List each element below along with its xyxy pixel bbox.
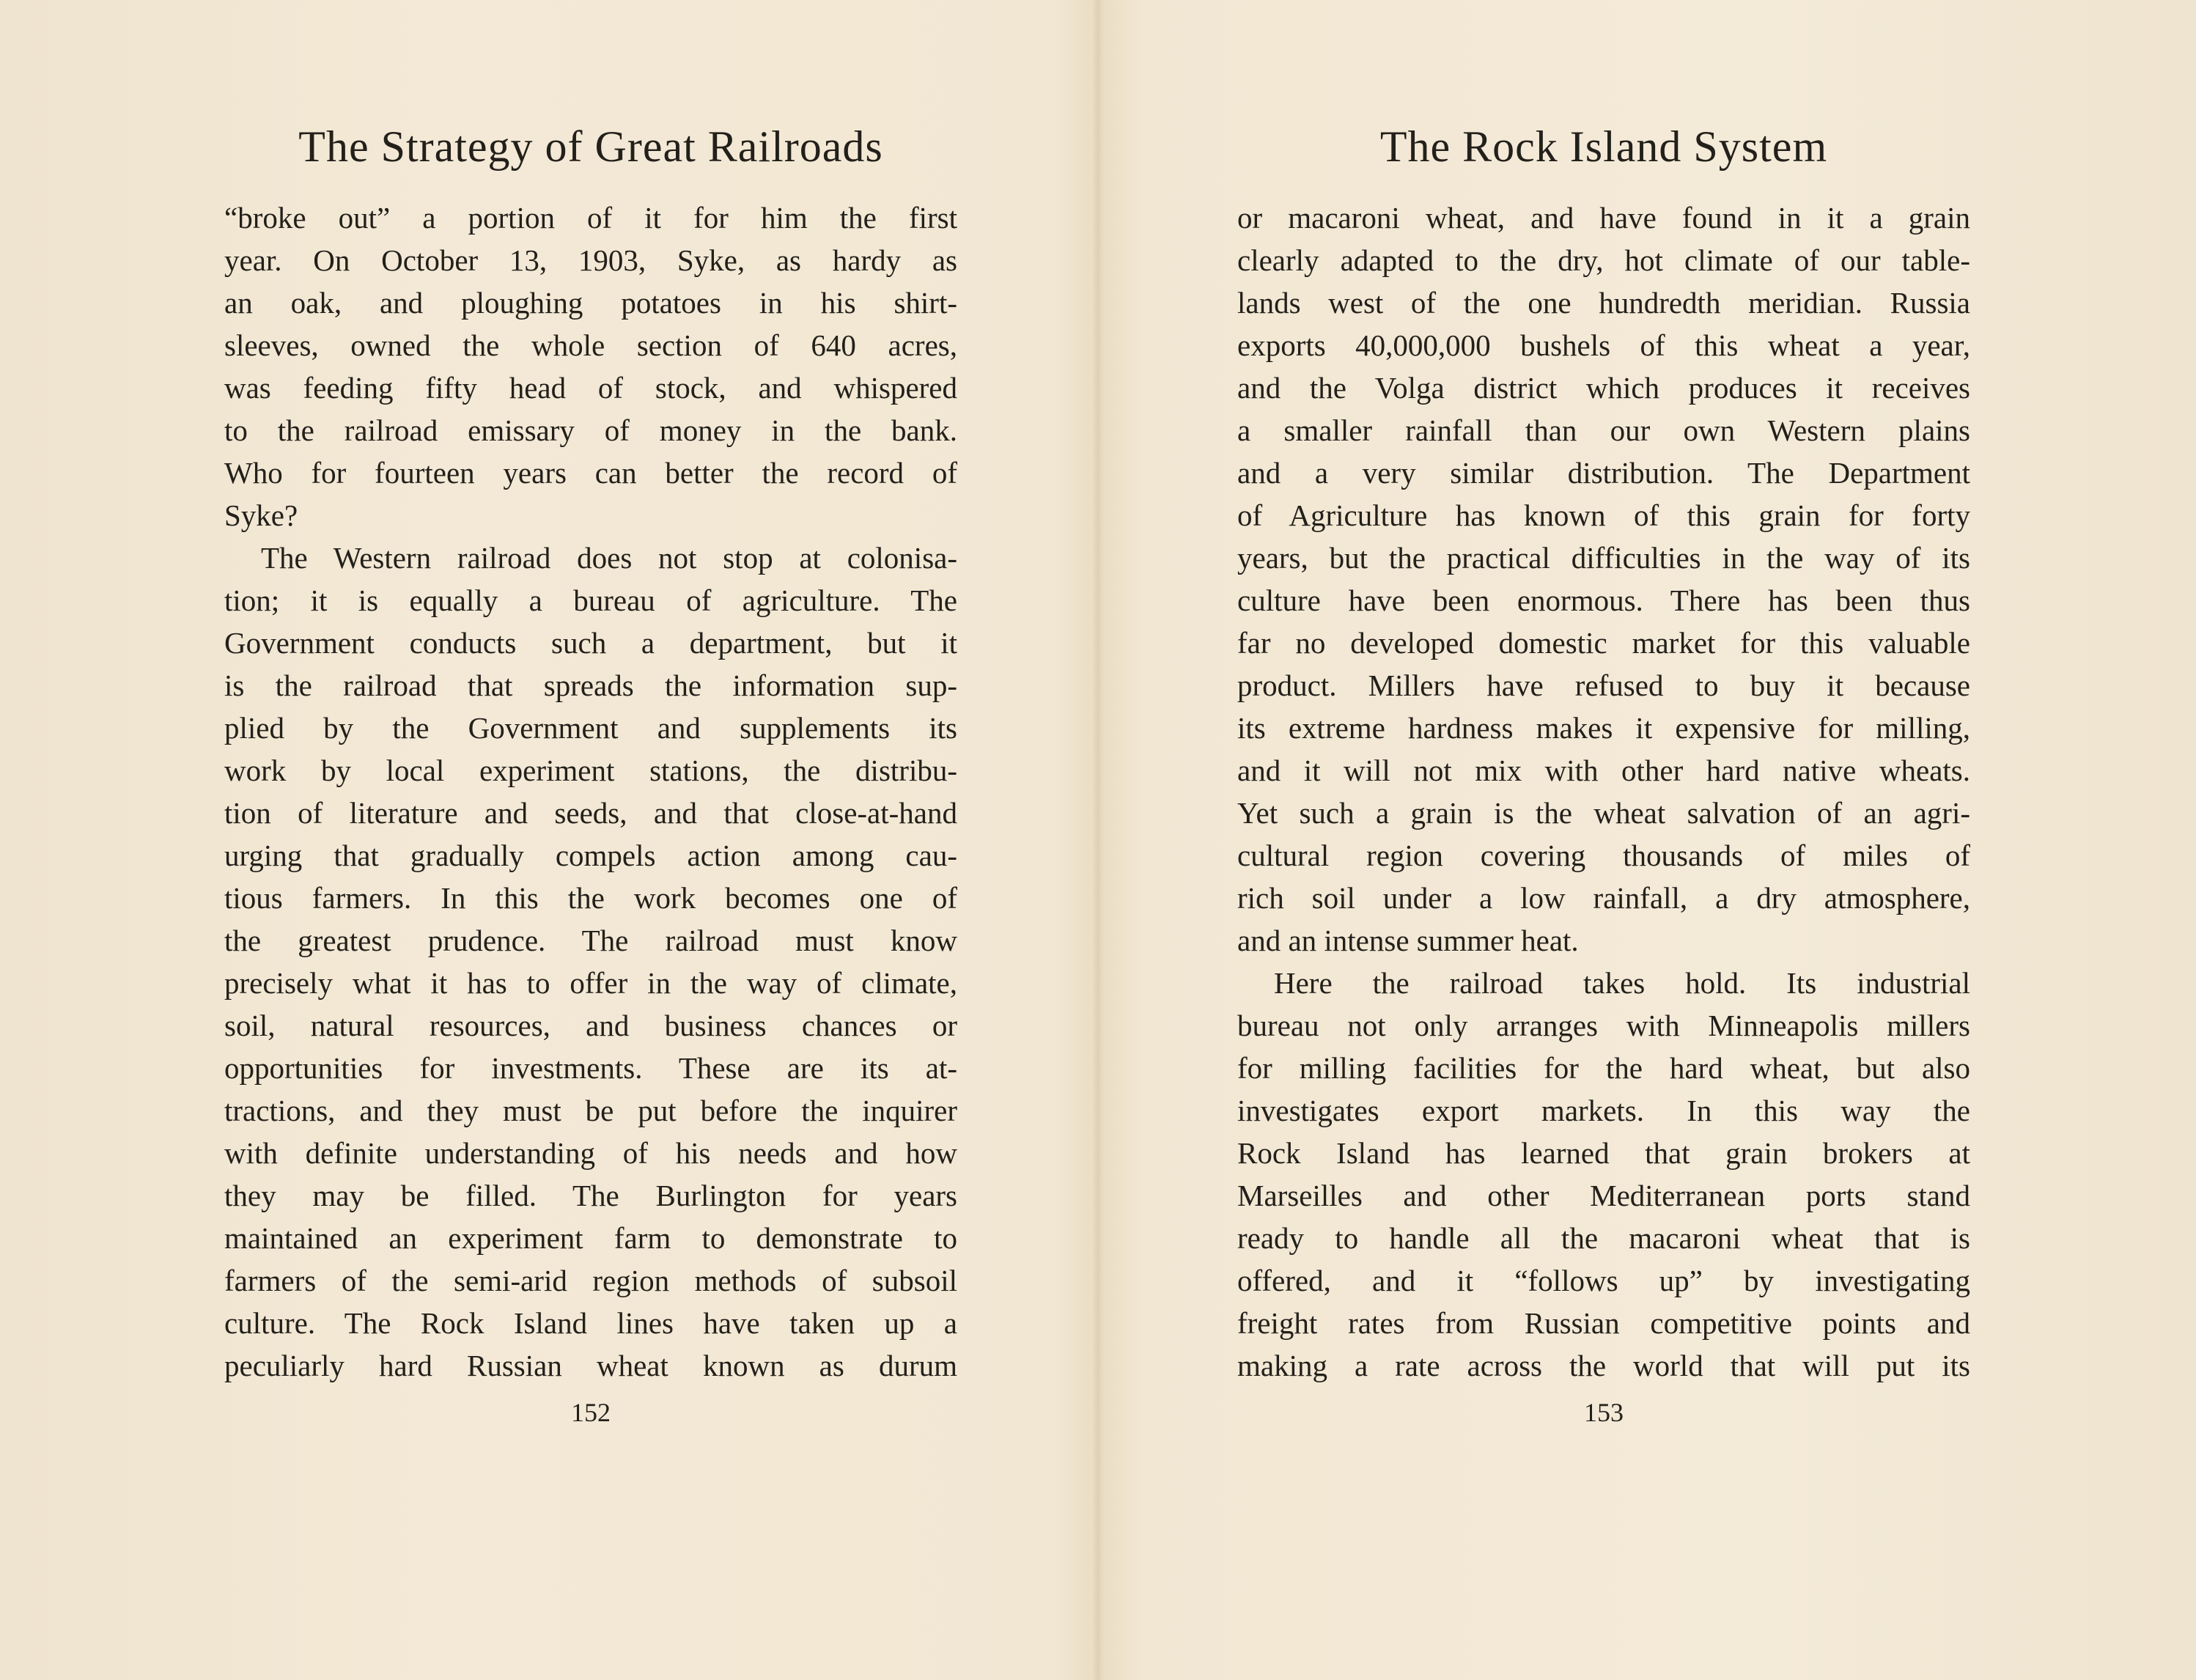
text-line: for milling facilities for the hard wheat, but also [1237,1051,1970,1085]
text-line: Marseilles and other Mediterranean ports stand [1237,1179,1970,1212]
text-line: and it will not mix with other hard native wheats. [1237,754,1970,787]
page-number-left: 152 [571,1398,611,1427]
text-line: offered, and it “follows up” by investigating [1237,1264,1970,1297]
text-line: and a very similar distribution. The Department [1237,456,1970,490]
text-line: a smaller rainfall than our own Western plains [1237,413,1970,447]
text-line: its extreme hardness makes it expensive for milling, [1237,711,1970,745]
text-line: far no developed domestic market for this valuable [1237,626,1970,660]
text-line: investigates export markets. In this way the [1237,1094,1970,1127]
text-line: culture have been enormous. There has been thus [1237,583,1970,617]
text-line: to the railroad emissary of money in the bank. [224,413,957,447]
book-gutter [1092,0,1104,1680]
text-line: was feeding fifty head of stock, and whispered [224,371,957,405]
text-line: sleeves, owned the whole section of 640 acres, [224,328,957,362]
page-number-right: 153 [1584,1398,1624,1427]
text-line: an oak, and ploughing potatoes in his shirt- [224,286,957,320]
text-line: opportunities for investments. These are its at- [224,1051,957,1085]
text-line: lands west of the one hundredth meridian. Russia [1237,286,1970,320]
paragraph-start-line: The Western railroad does not stop at colonisa- [261,541,957,575]
text-line: “broke out” a portion of it for him the first [224,201,957,235]
text-line: the greatest prudence. The railroad must know [224,924,957,957]
text-line: or macaroni wheat, and have found in it a grain [1237,201,1970,235]
text-line: they may be filled. The Burlington for years [224,1179,957,1212]
text-line: ready to handle all the macaroni wheat that is [1237,1221,1970,1255]
running-head-left: The Strategy of Great Railroads [298,122,883,171]
text-line: is the railroad that spreads the information sup- [224,668,957,702]
text-line: Rock Island has learned that grain brokers at [1237,1136,1970,1170]
text-line: peculiarly hard Russian wheat known as durum [224,1349,957,1382]
text-line: and the Volga district which produces it receives [1237,371,1970,405]
text-line: farmers of the semi-arid region methods of subsoil [224,1264,957,1297]
body-text-left [224,196,957,1387]
text-line: urging that gradually compels action among cau- [224,839,957,872]
text-line: cultural region covering thousands of miles of [1237,839,1970,872]
text-line: culture. The Rock Island lines have taken up a [224,1306,957,1340]
text-line: tious farmers. In this the work becomes one of [224,881,957,915]
text-line: making a rate across the world that will put its [1237,1349,1970,1382]
text-line: of Agriculture has known of this grain for forty [1237,498,1970,532]
text-line: maintained an experiment farm to demonstrate to [224,1221,957,1255]
paragraph-start-line: Here the railroad takes hold. Its industrial [1274,966,1970,1000]
text-line: precisely what it has to offer in the way of climate, [224,966,957,1000]
text-line: tion; it is equally a bureau of agriculture. The [224,583,957,617]
text-line: and an intense summer heat. [1237,924,1579,957]
text-line: year. On October 13, 1903, Syke, as hardy as [224,243,957,277]
text-line: Government conducts such a department, but it [224,626,957,660]
running-head-right: The Rock Island System [1379,122,1828,171]
text-line: Who for fourteen years can better the record of [224,456,957,490]
text-line: freight rates from Russian competitive points and [1237,1306,1970,1340]
text-line: product. Millers have refused to buy it because [1237,668,1970,702]
text-line: work by local experiment stations, the distribu- [224,754,957,787]
text-line: soil, natural resources, and business chances or [224,1009,957,1042]
text-line: bureau not only arranges with Minneapolis millers [1237,1009,1970,1042]
text-line: Syke? [224,498,298,532]
text-line: with definite understanding of his needs and how [224,1136,957,1170]
text-line: Yet such a grain is the wheat salvation of an agri- [1237,796,1970,830]
text-line: exports 40,000,000 bushels of this wheat a year, [1237,328,1970,362]
text-line: tion of literature and seeds, and that close-at-hand [224,796,957,830]
body-text-right [1237,196,1970,1387]
text-line: clearly adapted to the dry, hot climate of our table- [1237,243,1970,277]
text-line: rich soil under a low rainfall, a dry atmosphere, [1237,881,1970,915]
text-line: years, but the practical difficulties in the way of its [1237,541,1970,575]
text-line: plied by the Government and supplements its [224,711,957,745]
text-line: tractions, and they must be put before the inquirer [224,1094,957,1127]
